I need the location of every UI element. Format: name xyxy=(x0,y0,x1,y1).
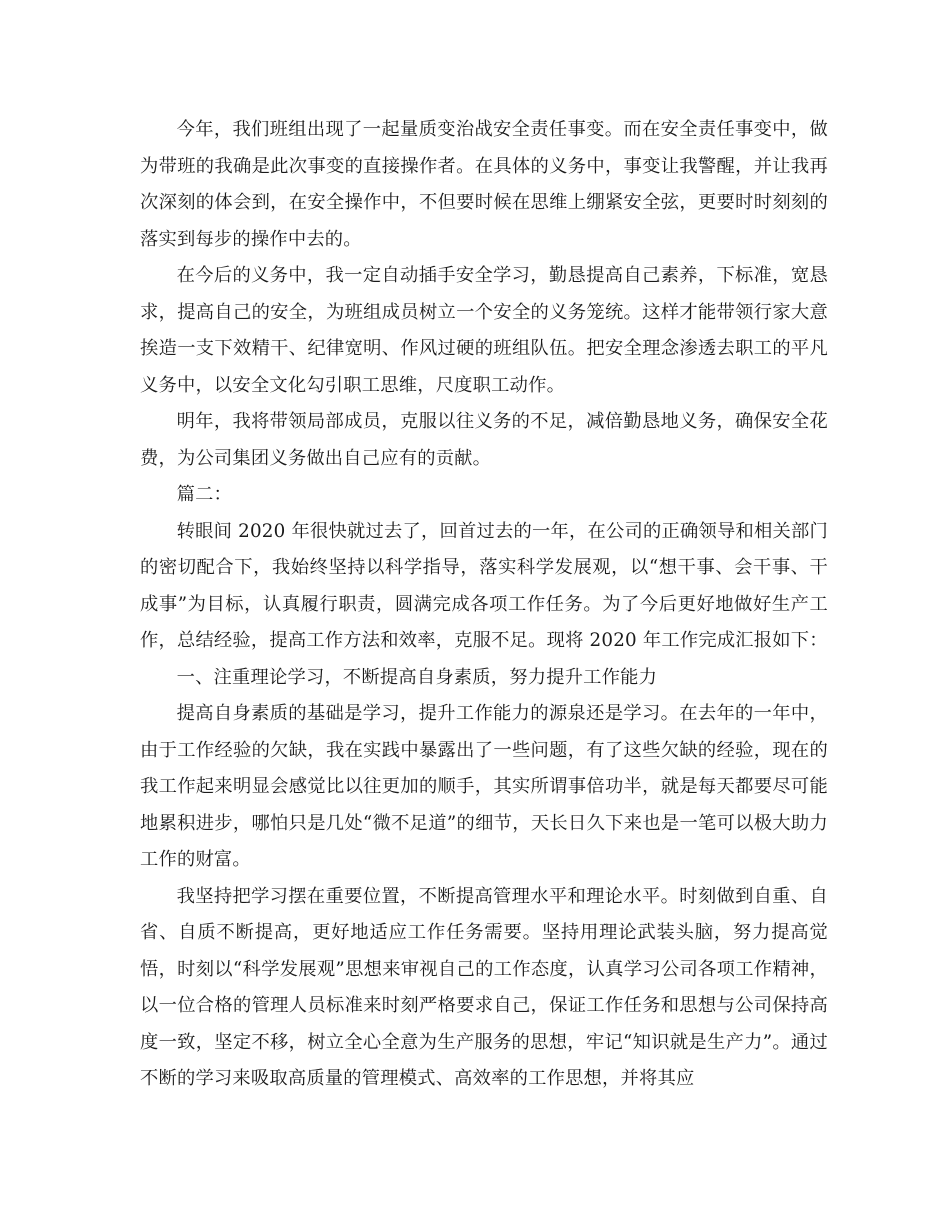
paragraph-4: 转眼间 2020 年很快就过去了，回首过去的一年，在公司的正确领导和相关部门的密切配合下，我始终坚持以科学指导，落实科学发展观，以“想干事、会干事、干成事”为目标，认真履行职责，圆满完成各项工作任务。为了今后更好地做好生产工作，总结经验，提高工作方法和效率，克服不足。现将 2020 年工作完成汇报如下： xyxy=(140,520,828,651)
paragraph-5: 提高自身素质的基础是学习，提升工作能力的源泉还是学习。在去年的一年中，由于工作经验的欠缺，我在实践中暴露出了一些问题，有了这些欠缺的经验，现在的我工作起来明显会感觉比以往更加的顺手，其实所谓事倍功半，就是每天都要尽可能地累积进步，哪怕只是几处“微不足道”的细节，天长日久下来也是一笔可以极大助力工作的财富。 xyxy=(140,703,828,870)
section-heading-part-two: 篇二： xyxy=(176,484,233,505)
paragraph-3: 明年，我将带领局部成员，克服以往义务的不足，减倍勤恳地义务，确保安全花费，为公司集团义务做出自己应有的贡献。 xyxy=(140,411,828,469)
paragraph-2: 在今后的义务中，我一定自动插手安全学习，勤恳提高自己素养，下标准，宽恳求，提高自己的安全，为班组成员树立一个安全的义务笼统。这样才能带领行家大意挨造一支下效精干、纪律宽明、作风过硬的班组队伍。把安全理念渗透去职工的平凡义务中，以安全文化勾引职工思维，尺度职工动作。 xyxy=(140,265,828,396)
paragraph-1: 今年，我们班组出现了一起量质变治战安全责任事变。而在安全责任事变中，做为带班的我确是此次事变的直接操作者。在具体的义务中，事变让我警醒，并让我再次深刻的体会到，在安全操作中，不但要时候在思维上绷紧安全弦，更要时时刻刻的落实到每步的操作中去的。 xyxy=(140,119,828,250)
document-body xyxy=(140,112,828,1098)
paragraph-6: 我坚持把学习摆在重要位置，不断提高管理水平和理论水平。时刻做到自重、自省、自质不断提高，更好地适应工作任务需要。坚持用理论武装头脑，努力提高觉悟，时刻以“科学发展观”思想来审视自己的工作态度，认真学习公司各项工作精神，以一位合格的管理人员标准来时刻严格要求自己，保证工作任务和思想与公司保持高度一致，坚定不移，树立全心全意为生产服务的思想，牢记“知识就是生产力”。通过不断的学习来吸取高质量的管理模式、高效率的工作思想，并将其应 xyxy=(140,885,828,1089)
section-heading-1: 一、注重理论学习，不断提高自身素质，努力提升工作能力 xyxy=(176,666,658,688)
